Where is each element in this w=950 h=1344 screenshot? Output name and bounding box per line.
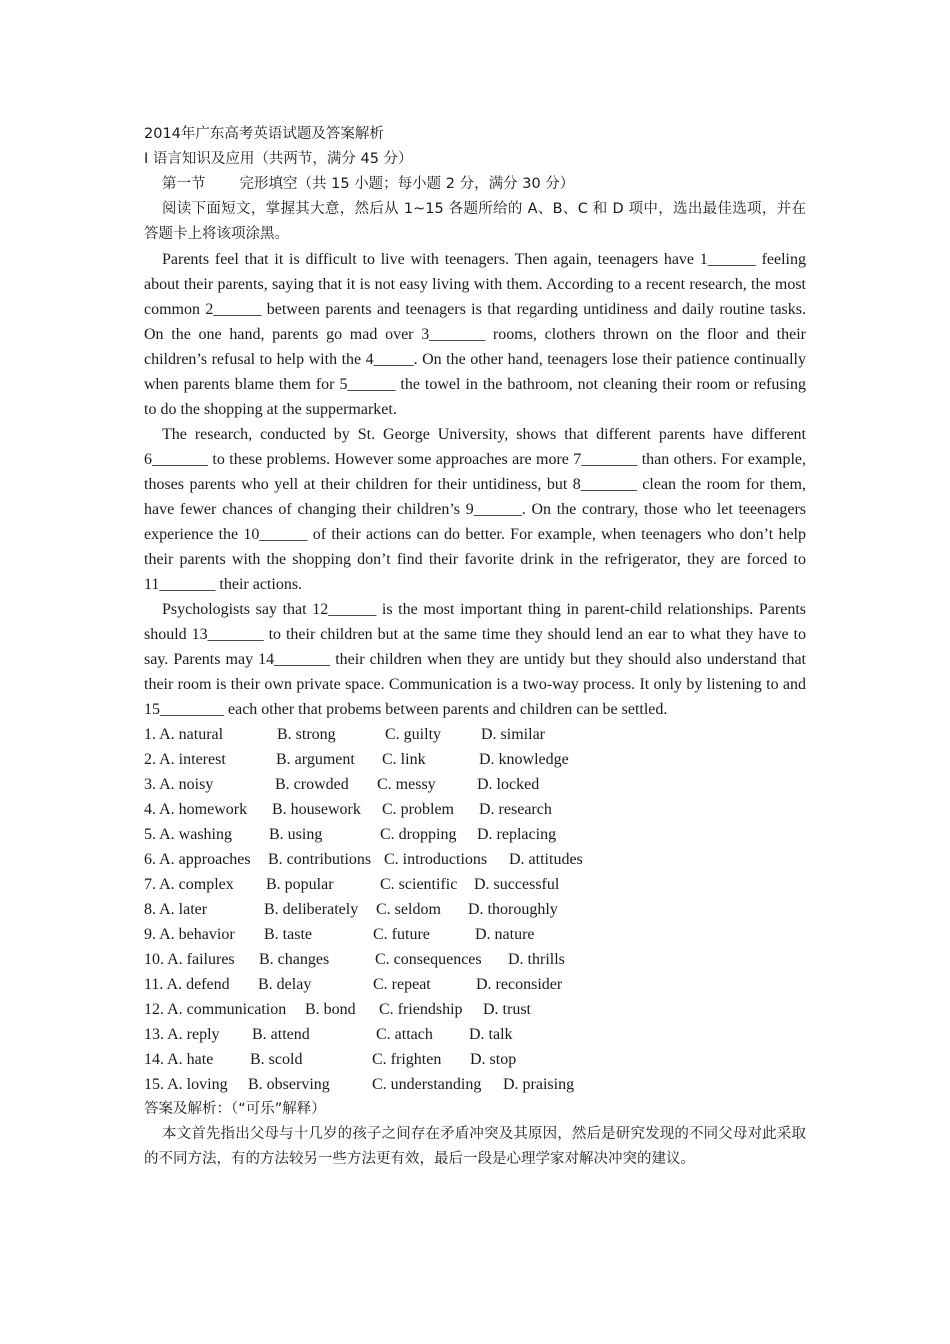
document-page	[144, 122, 806, 1172]
options-list	[144, 722, 806, 1097]
passage-paragraph-3: Psychologists say that 12______ is the most important thing in parent-child relationships. Parents should 13_______ to their children but at the same time they should lend an ear to what they have to say. Parents may 14_______ their children when they are untidy but they should also understand that their room is their own private space. Communication is a two-way process. It only by listening to and 15________ each other that probems between parents and children can be settled.	[144, 601, 806, 718]
option-row: 3. A. noisy B. crowded C. messy D. locked	[144, 776, 540, 793]
option-row: 2. A. interest B. argument C. link D. knowledge	[144, 751, 569, 768]
section-heading	[144, 172, 806, 197]
option-row: 12. A. communication B. bond C. friendship D. trust	[144, 1001, 531, 1018]
section-label: 第一节	[162, 176, 206, 192]
option-row: 7. A. complex B. popular C. scientific D. successful	[144, 876, 560, 893]
section-desc: 完形填空（共 15 小题；每小题 2 分，满分 30 分）	[239, 176, 575, 192]
passage-paragraph-2: The research, conducted by St. George University, shows that different parents have different 6_______ to these problems. However some approaches are more 7_______ than others. For example, thoses parents who yell at their children for their untidiness, but 8_______ clean the room for them, have fewer chances of changing their children’s 9______. On the contrary, those who let teeenagers experience the 10______ of their actions can do better. For example, when teenagers who don’t help their parents with the shopping don’t find their favorite drink in the refrigerator, they are forced to 11_______ their actions.	[144, 426, 806, 593]
instruction: 阅读下面短文，掌握其大意，然后从 1~15 各题所给的 A、B、C 和 D 项中，选出最佳选项，并在答题卡上将该项涂黑。	[144, 201, 806, 242]
doc-title: 2014年广东高考英语试题及答案解析	[144, 126, 384, 142]
part-heading: I 语言知识及应用（共两节，满分 45 分）	[144, 151, 413, 167]
option-row: 1. A. natural B. strong C. guilty D. similar	[144, 726, 545, 743]
answer-heading: 答案及解析：（“可乐”解释）	[144, 1101, 326, 1117]
option-row: 11. A. defend B. delay C. repeat D. reconsider	[144, 976, 563, 993]
option-row: 15. A. loving B. observing C. understanding D. praising	[144, 1076, 575, 1093]
option-row: 8. A. later B. deliberately C. seldom D. thoroughly	[144, 901, 558, 918]
option-row: 13. A. reply B. attend C. attach D. talk	[144, 1026, 513, 1043]
option-row: 5. A. washing B. using C. dropping D. replacing	[144, 826, 557, 843]
answer-text: 本文首先指出父母与十几岁的孩子之间存在矛盾冲突及其原因，然后是研究发现的不同父母对此采取的不同方法，有的方法较另一些方法更有效，最后一段是心理学家对解决冲突的建议。	[144, 1126, 806, 1167]
option-row: 9. A. behavior B. taste C. future D. nature	[144, 926, 535, 943]
option-row: 4. A. homework B. housework C. problem D. research	[144, 801, 552, 818]
option-row: 14. A. hate B. scold C. frighten D. stop	[144, 1051, 517, 1068]
passage-paragraph-1: Parents feel that it is difficult to live with teenagers. Then again, teenagers have 1______ feeling about their parents, saying that it is not easy living with them. According to a recent research, the most common 2______ between parents and teenagers is that regarding untidiness and daily routine tasks. On the one hand, parents go mad over 3_______ rooms, clothers thrown on the floor and their children’s refusal to help with the 4_____. On the other hand, teenagers lose their patience continually when parents blame them for 5______ the towel in the bathroom, not cleaning their room or refusing to do the shopping at the suppermarket.	[144, 251, 806, 418]
option-row: 6. A. approaches B. contributions C. introductions D. attitudes	[144, 851, 583, 868]
option-row: 10. A. failures B. changes C. consequences D. thrills	[144, 951, 565, 968]
